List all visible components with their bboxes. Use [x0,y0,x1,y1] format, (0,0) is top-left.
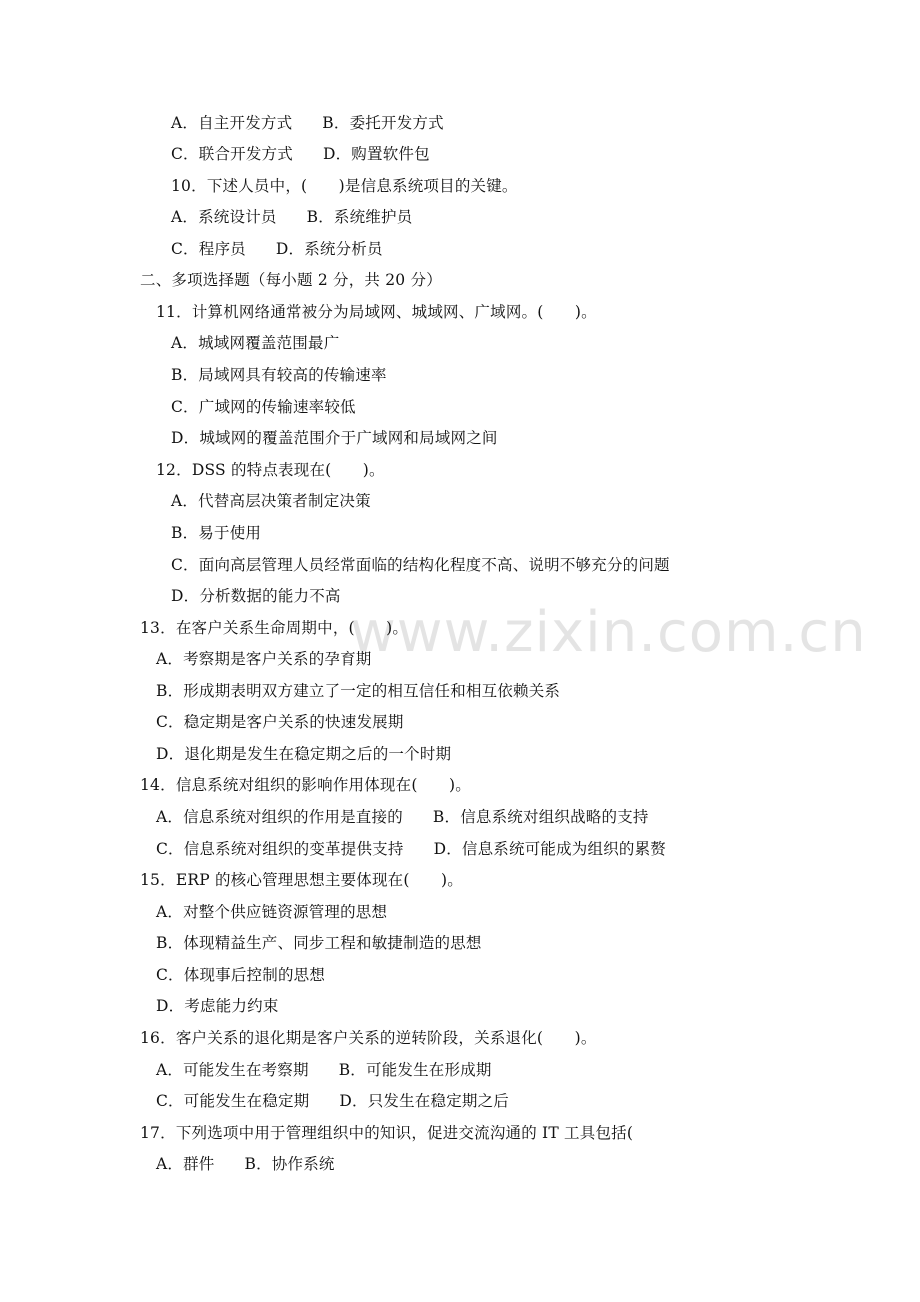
q10-options-row-1 [171,207,412,227]
q14-option-a: A．信息系统对组织的作用是直接的 [156,808,403,826]
q16-options-row-2 [156,1091,509,1111]
q9-options-row-2 [171,144,430,164]
q16-options-row-1 [156,1060,492,1080]
q11-option-a: A．城域网覆盖范围最广 [171,334,340,352]
q9-options-row-1 [171,113,444,133]
q12-option-a: A．代替高层决策者制定决策 [171,492,371,510]
q14-stem: 14．信息系统对组织的影响作用体现在( )。 [140,776,471,794]
q11-option-b: B．局域网具有较高的传输速率 [171,366,387,384]
q15-option-b: B．体现精益生产、同步工程和敏捷制造的思想 [156,934,482,952]
q11-option-d: D．城域网的覆盖范围介于广域网和局域网之间 [171,429,498,447]
q11-stem: 11．计算机网络通常被分为局域网、城域网、广域网。( )。 [156,303,597,321]
q13-stem: 13．在客户关系生命周期中，( )。 [140,619,409,637]
q14-options-row-1 [156,807,649,827]
q15-stem: 15．ERP 的核心管理思想主要体现在( )。 [140,871,463,889]
q9-option-d: D．购置软件包 [322,145,430,163]
q14-option-d: D．信息系统可能成为组织的累赘 [433,840,666,858]
q12-stem: 12．DSS 的特点表现在( )。 [156,461,385,479]
q13-option-b: B．形成期表明双方建立了一定的相互信任和相互依赖关系 [156,682,561,700]
q16-stem: 16．客户关系的退化期是客户关系的逆转阶段，关系退化( )。 [140,1029,597,1047]
q17-stem: 17．下列选项中用于管理组织中的知识，促进交流沟通的 IT 工具包括( [140,1124,634,1142]
q15-option-d: D．考虑能力约束 [156,997,279,1015]
q15-option-c: C．体现事后控制的思想 [156,966,326,984]
q17-option-a: A．群件 [156,1155,215,1173]
q9-option-a: A．自主开发方式 [171,114,293,132]
q14-option-b: B．信息系统对组织战略的支持 [432,808,649,826]
q16-option-b: B．可能发生在形成期 [338,1061,492,1079]
q10-option-a: A．系统设计员 [171,208,277,226]
q10-stem: 10．下述人员中，( )是信息系统项目的关键。 [171,177,518,195]
q10-option-b: B．系统维护员 [306,208,413,226]
q13-option-d: D．退化期是发生在稳定期之后的一个时期 [156,745,452,763]
q12-option-c: C．面向高层管理人员经常面临的结构化程度不高、说明不够充分的问题 [171,556,670,574]
q12-option-d: D．分析数据的能力不高 [171,587,341,605]
q13-option-a: A．考察期是客户关系的孕育期 [156,650,372,668]
watermark: www.zixin.com.cn [350,600,867,665]
q13-option-c: C．稳定期是客户关系的快速发展期 [156,713,404,731]
q17-options-row-1 [156,1154,335,1174]
q17-option-b: B．协作系统 [244,1155,335,1173]
q16-option-d: D．只发生在稳定期之后 [339,1092,510,1110]
q14-option-c: C．信息系统对组织的变革提供支持 [156,840,404,858]
q9-option-b: B．委托开发方式 [322,114,444,132]
section-title: 二、多项选择题（每小题 2 分，共 20 分） [140,271,442,289]
q10-option-c: C．程序员 [171,240,246,258]
q15-option-a: A．对整个供应链资源管理的思想 [156,903,388,921]
q14-options-row-2 [156,839,666,859]
q16-option-a: A．可能发生在考察期 [156,1061,309,1079]
q9-option-c: C．联合开发方式 [171,145,293,163]
q11-option-c: C．广域网的传输速率较低 [171,398,356,416]
q12-option-b: B．易于使用 [171,524,262,542]
q10-option-d: D．系统分析员 [275,240,383,258]
q16-option-c: C．可能发生在稳定期 [156,1092,310,1110]
q10-options-row-2 [171,239,383,259]
